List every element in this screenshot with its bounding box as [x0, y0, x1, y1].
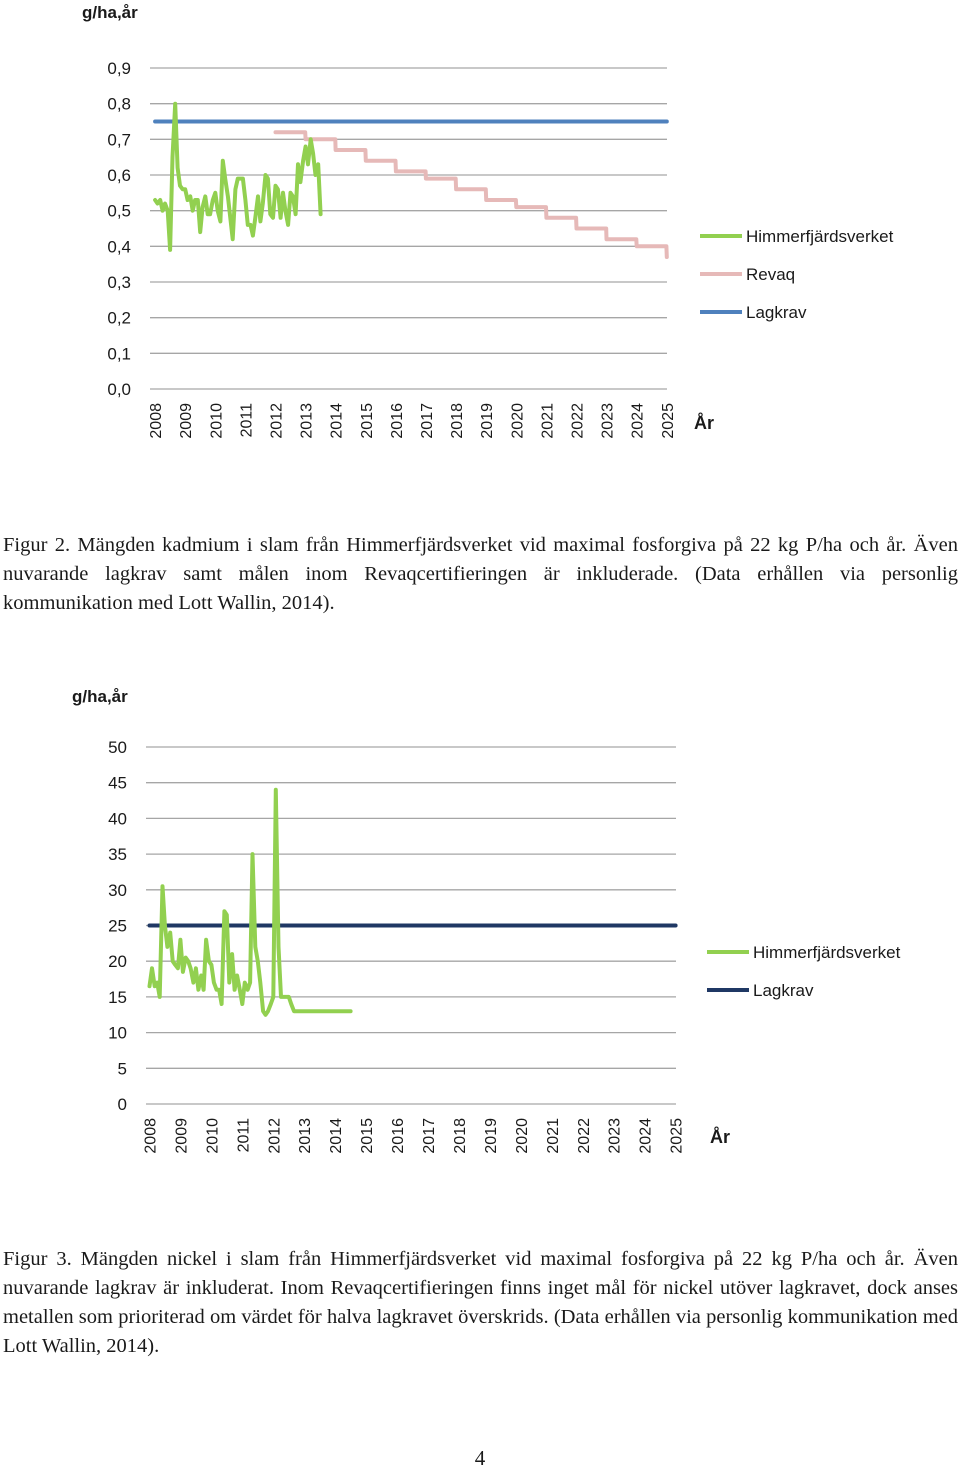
- y-axis-title: g/ha,år: [72, 687, 128, 706]
- cadmium-chart-svg: [0, 0, 960, 460]
- y-tick-label: 50: [108, 738, 127, 757]
- x-tick-label: 2023: [599, 403, 617, 439]
- x-tick-label: 2021: [539, 403, 557, 439]
- series-line-revaq: [276, 132, 667, 257]
- y-tick-label: 0,8: [107, 94, 131, 114]
- y-axis-title: g/ha,år: [82, 3, 138, 22]
- x-tick-label: 2013: [298, 403, 316, 439]
- x-tick-label: 2017: [418, 403, 436, 439]
- y-tick-label: 0,6: [107, 166, 131, 185]
- y-tick-label: 0,3: [107, 273, 131, 292]
- nickel-chart-svg: [0, 680, 960, 1180]
- y-tick-label: 0: [117, 1095, 127, 1114]
- y-tick-label: 35: [108, 845, 127, 865]
- x-tick-label: 2010: [208, 403, 226, 439]
- x-tick-label: 2016: [390, 1118, 408, 1154]
- figure-3-caption: Figur 3. Mängden nickel i slam från Himmerfjärdsverket vid maximal fosforgiva på 22 kg P/ha och år. Även nuvarande lagkrav är inkluderat. Inom Revaqcertifieringen finns inget mål för nickel utöver lagkravet, dock anses metallen som prioriterad om värdet för halva lagkravet överskrids. (Data erhållen via personlig kommunikation med Lott Wallin, 2014).: [3, 1248, 958, 1357]
- x-tick-label: 2018: [451, 1118, 469, 1154]
- x-tick-label: 2008: [142, 1118, 160, 1154]
- legend-label: Himmerfjärdsverket: [746, 227, 894, 246]
- x-tick-label: 2019: [482, 1118, 500, 1154]
- legend-label: Himmerfjärdsverket: [753, 943, 901, 962]
- y-tick-label: 0,4: [107, 237, 131, 257]
- y-tick-label: 0,0: [107, 380, 131, 399]
- series-line-himmerfjrdsverket: [155, 104, 321, 250]
- legend-label: Lagkrav: [746, 303, 807, 322]
- y-tick-label: 0,2: [107, 308, 131, 328]
- x-tick-label: 2012: [266, 1118, 284, 1154]
- x-tick-label: 2013: [297, 1118, 315, 1154]
- x-tick-label: 2011: [238, 403, 256, 438]
- x-tick-label: 2020: [509, 403, 527, 439]
- series-line-himmerfjrdsverket: [150, 790, 351, 1015]
- x-tick-label: 2022: [569, 403, 587, 439]
- x-tick-label: 2023: [606, 1118, 624, 1154]
- nickel-chart: [0, 680, 960, 1180]
- x-tick-label: 2019: [479, 403, 497, 439]
- y-tick-label: 45: [108, 773, 127, 793]
- x-tick-label: 2008: [148, 403, 166, 439]
- x-tick-label: 2015: [358, 403, 376, 439]
- x-tick-label: 2014: [328, 403, 346, 439]
- y-tick-label: 40: [108, 809, 127, 829]
- cadmium-chart: [0, 0, 960, 460]
- legend-label: Revaq: [746, 265, 796, 284]
- x-tick-label: 2009: [173, 1118, 191, 1154]
- x-tick-label: 2017: [421, 1118, 439, 1154]
- x-tick-label: 2022: [575, 1118, 593, 1154]
- x-axis-title: År: [710, 1127, 731, 1147]
- y-tick-label: 30: [108, 880, 127, 900]
- x-axis-title: År: [694, 413, 715, 433]
- y-tick-label: 5: [117, 1059, 127, 1079]
- x-tick-label: 2015: [359, 1118, 377, 1154]
- x-tick-label: 2020: [513, 1118, 531, 1154]
- x-tick-label: 2024: [629, 403, 647, 439]
- y-tick-label: 0,7: [107, 130, 131, 150]
- x-tick-label: 2016: [388, 403, 406, 439]
- x-tick-label: 2012: [268, 403, 286, 439]
- x-tick-label: 2014: [328, 1118, 346, 1154]
- figure-2-caption: Figur 2. Mängden kadmium i slam från Himmerfjärdsverket vid maximal fosforgiva på 22 kg P/ha och år. Även nuvarande lagkrav samt målen inom Revaqcertifieringen är inkluderade. (Data erhållen via personlig kommunikation med Lott Wallin, 2014).: [3, 534, 958, 614]
- y-tick-label: 25: [108, 916, 127, 936]
- x-tick-label: 2025: [659, 403, 677, 439]
- x-tick-label: 2010: [204, 1118, 222, 1154]
- legend-label: Lagkrav: [753, 981, 814, 1000]
- y-tick-label: 0,1: [107, 344, 131, 364]
- x-tick-label: 2009: [178, 403, 196, 439]
- y-tick-label: 0,9: [107, 59, 131, 78]
- y-tick-label: 0,5: [107, 201, 131, 221]
- x-tick-label: 2021: [544, 1118, 562, 1154]
- page-number: 4: [474, 1446, 486, 1470]
- y-tick-label: 20: [108, 952, 127, 972]
- x-tick-label: 2018: [449, 403, 467, 439]
- y-tick-label: 15: [108, 987, 127, 1007]
- x-tick-label: 2011: [235, 1118, 253, 1153]
- x-tick-label: 2025: [668, 1118, 686, 1154]
- x-tick-label: 2024: [637, 1118, 655, 1154]
- y-tick-label: 10: [108, 1023, 127, 1043]
